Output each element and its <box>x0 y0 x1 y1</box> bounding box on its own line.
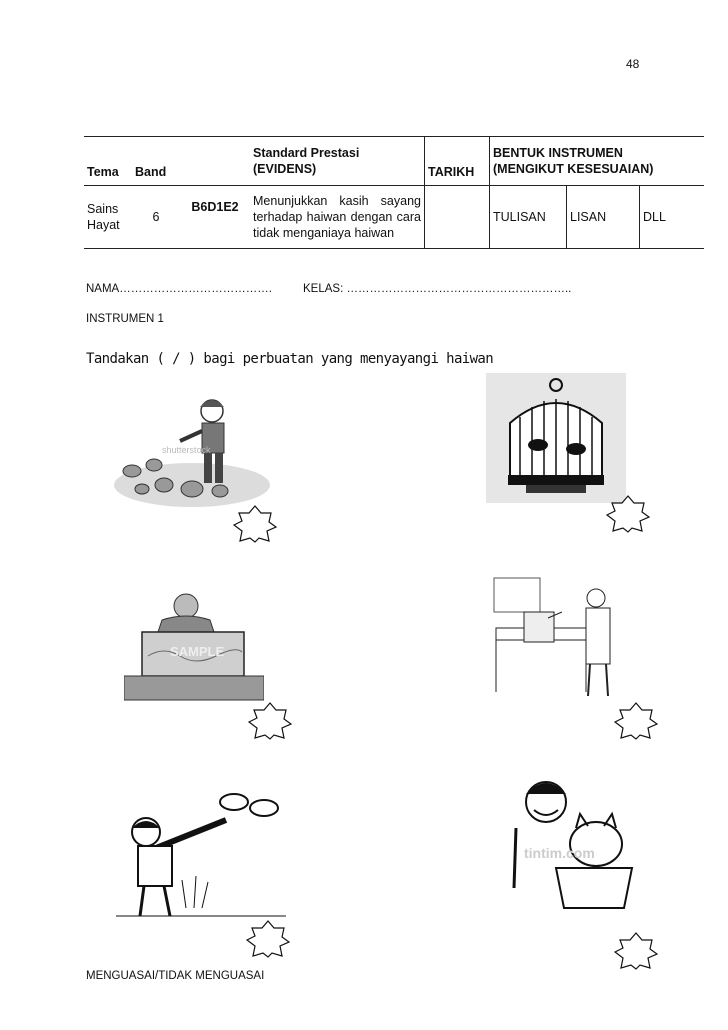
kelas-field[interactable]: KELAS: ………………………………………………….. <box>303 283 572 295</box>
nama-field[interactable]: NAMA…………………………………. <box>86 283 272 295</box>
watermark-text: SAMPLE <box>170 644 225 659</box>
cell-evidens: Menunjukkan kasih sayang terhadap haiwan dengan cara tidak menganiaya haiwan <box>250 186 425 249</box>
boy-shooting-ducks-image <box>116 788 286 924</box>
watermark-text: tintim.com <box>524 845 595 861</box>
cell-tarikh <box>425 186 490 249</box>
assessment-table <box>84 136 704 249</box>
page-number: 48 <box>626 57 640 71</box>
header-code-blank <box>180 137 250 186</box>
header-tarikh: TARIKH <box>425 137 490 186</box>
answer-star-box[interactable] <box>614 702 658 740</box>
cell-tulisan: TULISAN <box>490 186 567 249</box>
boy-feeding-chickens-image <box>112 393 272 511</box>
cell-band: 6 <box>132 186 180 249</box>
girl-with-aquarium-image <box>124 586 264 702</box>
table-header-row <box>84 137 704 186</box>
header-band: Band <box>132 137 180 186</box>
cell-tema <box>84 186 132 249</box>
header-bentuk-line1: BENTUK INSTRUMEN <box>493 146 623 160</box>
answer-star-box[interactable] <box>606 495 650 533</box>
cell-lisan: LISAN <box>567 186 640 249</box>
header-standard-line2: (EVIDENS) <box>253 162 317 176</box>
header-bentuk <box>490 137 705 186</box>
header-standard <box>250 137 425 186</box>
answer-star-box[interactable] <box>246 920 290 958</box>
cell-code: B6D1E2 <box>180 186 250 249</box>
instrument-title: INSTRUMEN 1 <box>86 313 164 325</box>
vet-with-bird-image <box>488 572 634 700</box>
header-bentuk-line2: (MENGIKUT KESESUAIAN) <box>493 162 654 176</box>
header-standard-line1: Standard Prestasi <box>253 146 360 160</box>
task-instruction: Tandakan ( / ) bagi perbuatan yang menyayangi haiwan <box>86 351 494 367</box>
answer-star-box[interactable] <box>233 505 277 543</box>
cell-tema-line1: Sains <box>87 202 119 216</box>
boy-bathing-cat-image <box>506 768 642 920</box>
footer-mastery: MENGUASAI/TIDAK MENGUASAI <box>86 970 265 982</box>
header-tema: Tema <box>84 137 132 186</box>
birds-in-cage-image <box>486 373 626 503</box>
answer-star-box[interactable] <box>248 702 292 740</box>
table-data-row <box>84 186 704 249</box>
cell-tema-line2: Hayat <box>87 218 120 232</box>
watermark-text: shutterstock <box>162 445 211 455</box>
cell-dll: DLL <box>640 186 705 249</box>
answer-star-box[interactable] <box>614 932 658 970</box>
